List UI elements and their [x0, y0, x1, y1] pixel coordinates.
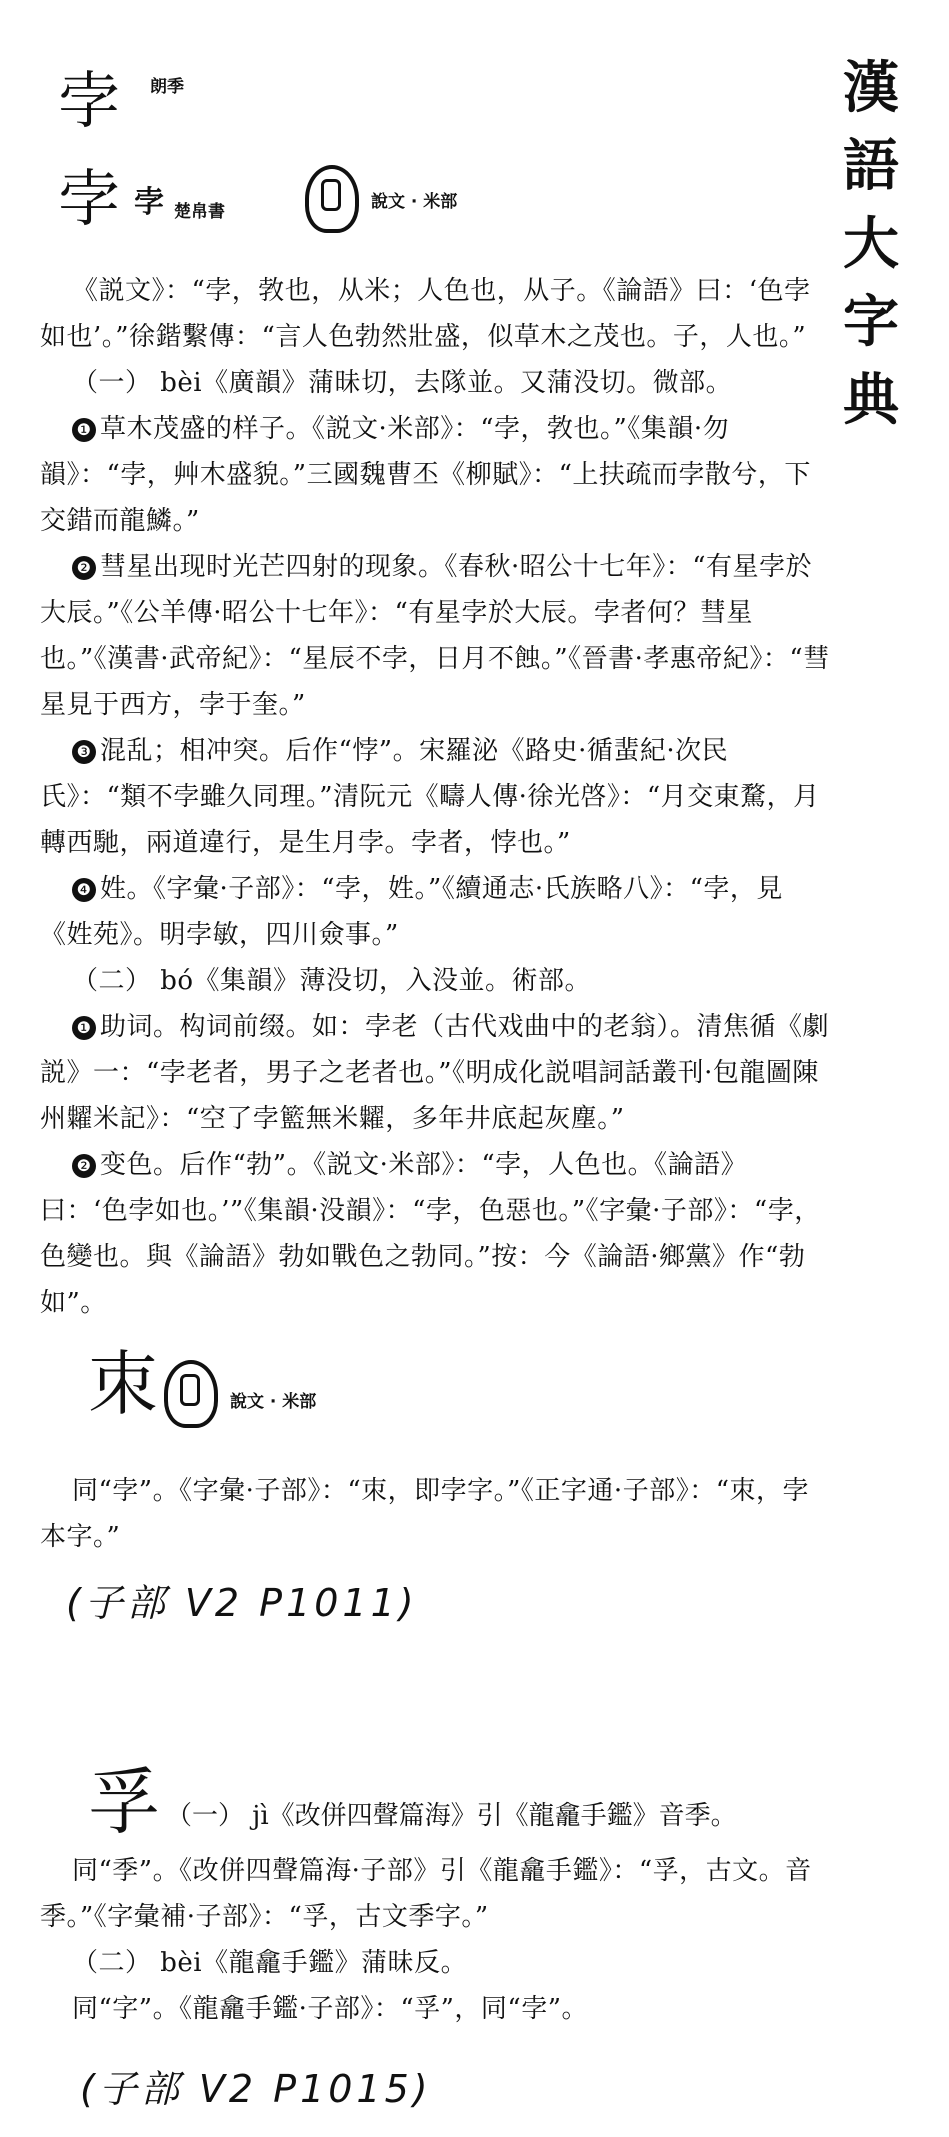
entry1-sense-4: ❹ 姓。《字彙·子部》：“孛，姓。”《續通志·氏族略八》：“孛，見《姓苑》。明孛敏，四川僉事。” — [40, 874, 783, 950]
entry3-head-char: 孚 — [88, 1760, 161, 1844]
entry1-head-char: 孛 — [58, 64, 121, 137]
entry2-head-char: 朿 — [88, 1343, 158, 1425]
dictionary-title — [831, 55, 911, 433]
sense-number-badge: ❷ — [72, 1154, 96, 1178]
entry1-reading-2: （二） bó《集韻》薄没切，入没並。術部。 — [72, 966, 592, 996]
entry1-variant-src2: 說文 · 米部 — [371, 191, 458, 212]
entry3-line3: （二） bèi《龍龕手鑑》蒲昧反。 — [72, 1948, 468, 1978]
entry3-head-row — [88, 1760, 737, 1844]
title-char-4: 字 — [843, 289, 899, 355]
entry1-sense-2: ❷ 彗星出现时光芒四射的现象。《春秋·昭公十七年》：“有星孛於大辰。”《公羊傳·昭公十七年》：“有星孛於大辰。孛者何？彗星也。”《漢書·武帝紀》：“星辰不孛，日月不蝕。”《晉書·孝惠帝紀》：“彗星見于西方，孛于奎。” — [40, 552, 830, 720]
entry1-variant-src1: 楚帛書 — [174, 201, 226, 222]
entry1-reading-1: （一） bèi《廣韻》蒲昧切，去隊並。又蒲没切。微部。 — [72, 368, 733, 398]
entry2-src: 說文 · 米部 — [230, 1391, 317, 1412]
sense-number-badge: ❶ — [72, 418, 96, 442]
handwritten-note-2: (子部 V2 P1015) — [80, 2067, 432, 2111]
seal-script-icon — [164, 1360, 218, 1428]
entry1-sense-6: ❷ 变色。后作“勃”。《説文·米部》：“孛，人色也。《論語》曰：‘色孛如也。’”《集韻·没韻》：“孛，色惡也。”《字彙·子部》：“孛，色變也。與《論語》勃如戰色之勃同。”按：今《論語·鄉黨》作“勃如”。 — [40, 1150, 821, 1318]
title-char-3: 大 — [843, 211, 899, 277]
entry3-line4: 同“字”。《龍龕手鑑·子部》：“孚”，同“孛”。 — [72, 1994, 589, 2024]
title-char-1: 漢 — [843, 55, 899, 121]
entry1-sense-3: ❸ 混乱；相冲突。后作“悖”。宋羅泌《路史·循蜚紀·次民氏》：“類不孛雖久同理。”清阮元《疇人傳·徐光啓》：“月交東騖，月轉西馳，兩道違行，是生月孛。孛者，悖也。” — [40, 736, 820, 858]
entry2-head-row — [88, 1340, 316, 1428]
entry2-text: 同“孛”。《字彙·子部》：“朿，即孛字。”《正字通·子部》：“朿，孛本字。” — [40, 1476, 809, 1552]
sense-number-badge: ❸ — [72, 740, 96, 764]
entry1-head-note: 朗季 — [150, 77, 184, 97]
seal-script-icon — [305, 165, 359, 233]
entry3-body — [40, 1848, 840, 2032]
sense-number-badge: ❹ — [72, 878, 96, 902]
entry1-sense-1: ❶ 草木茂盛的样子。《説文·米部》：“孛，㪍也。”《集韻·勿韻》：“孛，艸木盛貌。”三國魏曹丕《柳賦》：“上扶疏而孛散兮，下交錯而龍鱗。” — [40, 414, 811, 536]
entry1-variant-row — [58, 162, 458, 235]
sense-number-badge: ❷ — [72, 556, 96, 580]
title-char-5: 典 — [843, 367, 899, 433]
entry1-variant-char: 孛 — [58, 162, 121, 235]
chu-silk-glyph-icon: 孛 — [134, 185, 165, 220]
entry3-line1: （一） jì《改併四聲篇海》引《龍龕手鑑》音季。 — [166, 1801, 737, 1831]
sense-number-badge: ❶ — [72, 1016, 96, 1040]
entry3-line2: 同“季”。《改併四聲篇海·子部》引《龍龕手鑑》：“孚，古文。音季。”《字彙補·子部》：“孚，古文季字。” — [40, 1856, 812, 1932]
title-char-2: 語 — [843, 133, 899, 199]
entry1-sense-5: ❶ 助词。构词前缀。如：孛老（古代戏曲中的老翁）。清焦循《劇説》一：“孛老者，男子之老者也。”《明成化説唱詞話叢刊·包龍圖陳州糶米記》：“空了孛籃無米糶，多年井底起灰塵。” — [40, 1012, 830, 1134]
handwritten-note-1: (子部 V2 P1011) — [66, 1581, 418, 1625]
entry1-body — [40, 268, 830, 1326]
entry1-intro: 《説文》：“孛，㪍也，从米；人色也，从子。《論語》曰：‘色孛如也’。”徐鍇繫傳：“言人色勃然壯盛，似草木之茂也。子，人也。” — [40, 276, 811, 352]
